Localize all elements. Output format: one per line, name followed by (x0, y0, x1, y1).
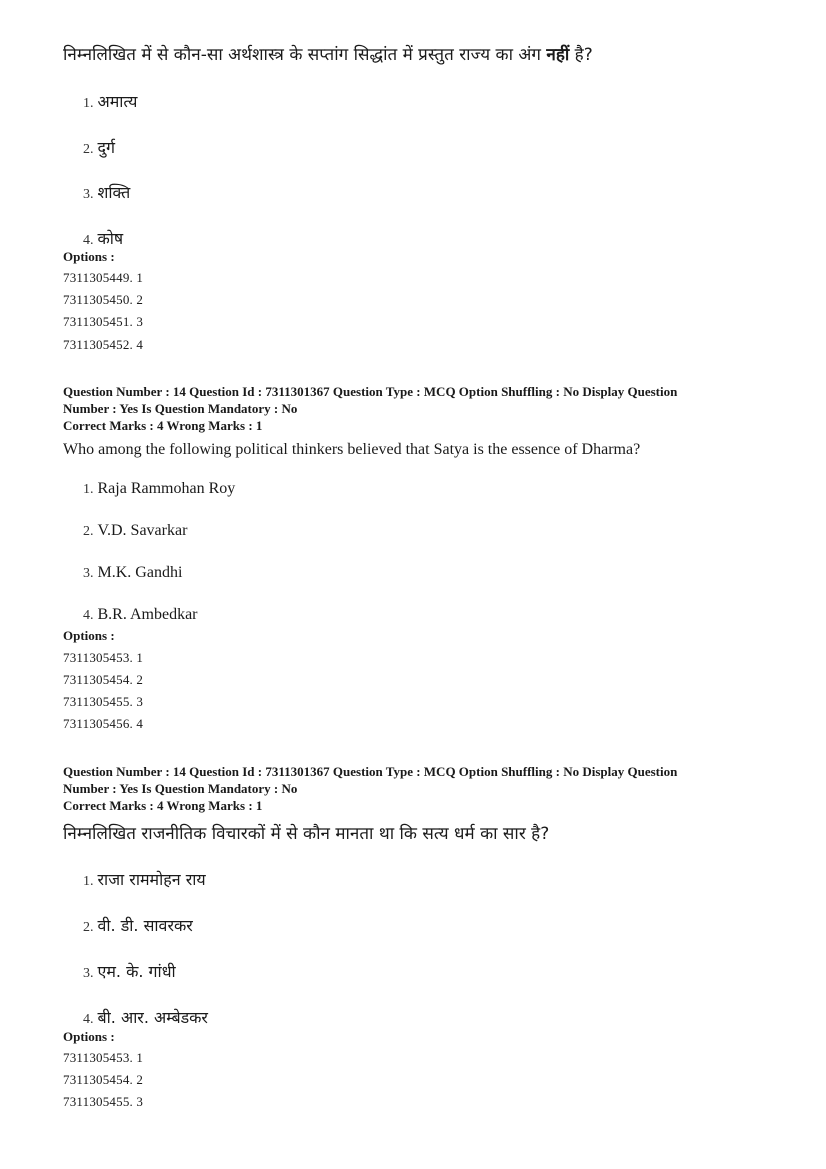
option-text: दुर्ग (97, 138, 116, 157)
option-text: अमात्य (97, 92, 138, 111)
option-item (83, 181, 130, 203)
option-text: B.R. Ambedkar (97, 606, 198, 623)
question-meta-line: Question Number : 14 Question Id : 7311301367 Question Type : MCQ Option Shuffling : No Display Question (63, 764, 678, 779)
question-marks: Correct Marks : 4 Wrong Marks : 1 (63, 418, 263, 433)
option-item (83, 522, 187, 540)
question-meta (63, 383, 786, 434)
question-meta-line: Question Number : 14 Question Id : 7311301367 Question Type : MCQ Option Shuffling : No Display Question (63, 384, 678, 399)
option-number: 4. (83, 233, 94, 248)
option-number: 2. (83, 920, 94, 935)
option-text: कोष (97, 229, 124, 248)
option-number: 1. (83, 874, 94, 889)
option-item (83, 136, 115, 158)
option-item (83, 1006, 208, 1028)
option-item (83, 564, 182, 582)
option-number: 3. (83, 187, 94, 202)
question-meta (63, 763, 786, 814)
option-id: 7311305449. 1 (63, 270, 144, 285)
option-number: 3. (83, 966, 94, 981)
option-number: 2. (83, 524, 94, 539)
question-text-hindi: निम्नलिखित राजनीतिक विचारकों में से कौन मानता था कि सत्य धर्म का सार है? (63, 824, 550, 844)
option-item (83, 960, 176, 982)
option-id: 7311305455. 3 (63, 694, 144, 709)
option-id: 7311305454. 2 (63, 1072, 144, 1087)
option-id: 7311305453. 1 (63, 650, 144, 665)
option-id: 7311305453. 1 (63, 1050, 144, 1065)
option-number: 3. (83, 566, 94, 581)
option-text: वी. डी. सावरकर (97, 916, 193, 935)
question-text-part: है? (569, 45, 593, 65)
option-id: 7311305456. 4 (63, 716, 144, 731)
question-meta-line: Number : Yes Is Question Mandatory : No (63, 401, 298, 416)
options-label: Options : (63, 249, 115, 264)
option-text: Raja Rammohan Roy (97, 480, 236, 497)
options-label: Options : (63, 1029, 115, 1044)
option-item (83, 90, 137, 112)
option-item (83, 868, 206, 890)
option-id: 7311305452. 4 (63, 337, 144, 352)
option-item (83, 480, 235, 498)
option-item (83, 227, 123, 249)
option-item (83, 914, 193, 936)
option-item (83, 606, 198, 624)
question-meta-line: Number : Yes Is Question Mandatory : No (63, 781, 298, 796)
question-text-english: Who among the following political thinkers believed that Satya is the essence of Dharma? (63, 441, 641, 458)
option-number: 4. (83, 608, 94, 623)
question-text-part: निम्नलिखित में से कौन-सा अर्थशास्त्र के सप्तांग सिद्धांत में प्रस्तुत राज्य का अंग (63, 45, 547, 65)
option-id: 7311305454. 2 (63, 672, 144, 687)
question-text-emphasis: नहीं (546, 45, 570, 65)
option-number: 1. (83, 96, 94, 111)
option-text: V.D. Savarkar (97, 522, 188, 539)
option-number: 1. (83, 482, 94, 497)
question-text-hindi-prev (63, 44, 786, 66)
option-text: राजा राममोहन राय (97, 870, 206, 889)
option-text: M.K. Gandhi (97, 564, 183, 581)
option-id: 7311305451. 3 (63, 314, 144, 329)
question-marks: Correct Marks : 4 Wrong Marks : 1 (63, 798, 263, 813)
option-id: 7311305455. 3 (63, 1094, 144, 1109)
option-text: शक्ति (97, 183, 131, 202)
option-id: 7311305450. 2 (63, 292, 144, 307)
option-number: 4. (83, 1012, 94, 1027)
option-text: एम. के. गांधी (97, 962, 176, 981)
option-number: 2. (83, 142, 94, 157)
option-text: बी. आर. अम्बेडकर (97, 1008, 208, 1027)
options-label: Options : (63, 628, 115, 643)
